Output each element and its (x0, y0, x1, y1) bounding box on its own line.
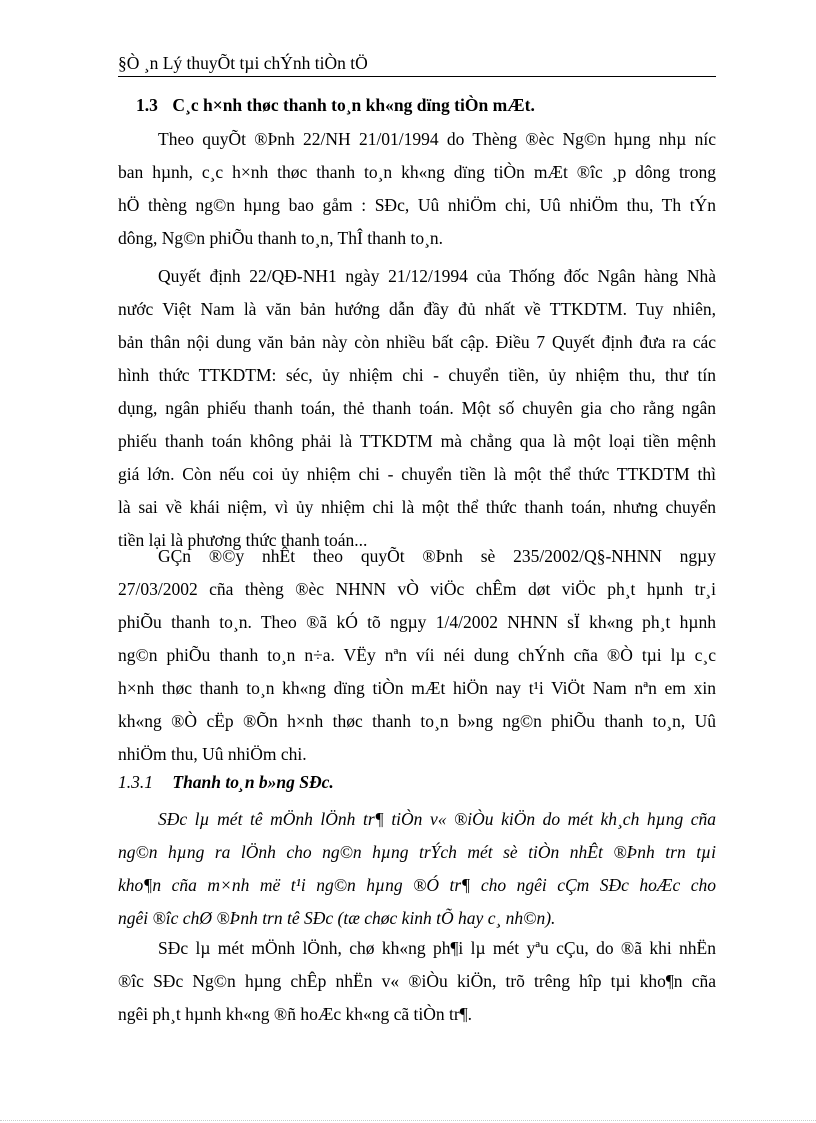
paragraph-line: nước Việt Nam là văn bản hướng dẫn đầy đủ nhất về TTKDTM. Tuy nhiên, (118, 299, 716, 319)
paragraph-line: 27/03/2002 cña thèng ®èc NHNN vÒ viÖc chÊm døt viÖc ph¸t hµnh tr¸i (118, 579, 716, 599)
section-title: C¸c h×nh thøc thanh to¸n kh«ng dïng tiÒn mÆt. (172, 95, 535, 115)
paragraph-line: phiếu thanh toán không phải là TTKDTM mà chẳng qua là một loại tiền mệnh (118, 431, 716, 451)
paragraph-line: h×nh thøc thanh to¸n kh«ng dïng tiÒn mÆt hiÖn nay t¹i ViÖt Nam nªn em xin (118, 678, 716, 698)
paragraph-3 (118, 540, 716, 771)
section-heading (136, 95, 535, 116)
paragraph-line: dông, Ng©n phiÕu thanh to¸n, ThÎ thanh to¸n. (118, 228, 444, 248)
paragraph-line: kh«ng ®Ò cËp ®Õn h×nh thøc thanh to¸n b»ng ng©n phiÕu thanh to¸n, Uû (118, 711, 716, 731)
paragraph-line: ngêi ®îc chØ ®Þnh trn tê SÐc (tæ chøc kinh tÕ hay c¸ nh©n). (118, 908, 556, 928)
paragraph-line: giá lớn. Còn nếu coi ủy nhiệm chi - chuyển tiền là một thể thức TTKDTM thì (118, 464, 716, 484)
paragraph-line: ngêi ph¸t hµnh kh«ng ®ñ hoÆc kh«ng cã tiÒn tr¶. (118, 1004, 473, 1024)
paragraph-line: là sai về khái niệm, vì ủy nhiệm chi là một thể thức thanh toán, nhưng chuyển (118, 497, 716, 517)
subsection-title: Thanh to¸n b»ng SÐc. (172, 772, 334, 792)
paragraph-2 (118, 260, 716, 557)
header-divider (118, 76, 716, 77)
paragraph-4 (118, 803, 716, 935)
paragraph-line: phiÕu thanh to¸n. Theo ®ã kÓ tõ ngµy 1/4/2002 NHNN sÏ kh«ng ph¸t hµnh (118, 612, 716, 632)
paragraph-line: hình thức TTKDTM: séc, ủy nhiệm chi - chuyển tiền, ủy nhiệm thu, thư tín (118, 365, 716, 385)
paragraph-line: SÐc lµ mét tê mÖnh lÖnh tr¶ tiÒn v« ®iÒu kiÖn do mét kh¸ch hµng cña (158, 809, 716, 829)
paragraph-line: kho¶n cña m×nh më t¹i ng©n hµng ®Ó tr¶ cho ngêi cÇm SÐc hoÆc cho (118, 875, 716, 895)
paragraph-line: hÖ thèng ng©n hµng bao gåm : SÐc, Uû nhiÖm chi, Uû nhiÖm thu, Th tÝn (118, 195, 716, 215)
paragraph-5 (118, 932, 716, 1031)
paragraph-line: tiền lại là phương thức thanh toán... (118, 530, 368, 550)
paragraph-line: ban hµnh, c¸c h×nh thøc thanh to¸n kh«ng dïng tiÒn mÆt ®îc ¸p dông trong (118, 162, 716, 182)
section-number: 1.3 (136, 95, 158, 115)
page-header: §Ò ¸n Lý thuyÕt tµi chÝnh tiÒn tÖ (118, 53, 368, 73)
paragraph-line: Theo quyÕt ®Þnh 22/NH 21/01/1994 do Thèng ®èc Ng©n hµng nhµ níc (158, 129, 716, 149)
paragraph-line: bản thân nội dung văn bản này còn nhiều bất cập. Điều 7 Quyết định đưa ra các (118, 332, 716, 352)
paragraph-line: ng©n hµng ra lÖnh cho ng©n hµng trÝch mét sè tiÒn nhÊt ®Þnh trn tµi (118, 842, 716, 862)
paragraph-line: ®îc SÐc Ng©n hµng chÊp nhËn v« ®iÒu kiÖn, trõ trêng hîp tµi kho¶n cña (118, 971, 716, 991)
paragraph-1 (118, 123, 716, 255)
page-bottom-edge (0, 1120, 816, 1121)
subsection-heading (118, 772, 334, 793)
paragraph-line: SÐc lµ mét mÖnh lÖnh, chø kh«ng ph¶i lµ mét yªu cÇu, do ®ã khi nhËn (158, 938, 716, 958)
paragraph-line: ng©n phiÕu thanh to¸n n÷a. VËy nªn víi néi dung chÝnh cña ®Ò tµi lµ c¸c (118, 645, 716, 665)
paragraph-line: Quyết định 22/QĐ-NH1 ngày 21/12/1994 của Thống đốc Ngân hàng Nhà (158, 266, 716, 286)
paragraph-line: dụng, ngân phiếu thanh toán, thẻ thanh toán. Một số chuyên gia cho rằng ngân (118, 398, 716, 418)
subsection-number: 1.3.1 (118, 772, 153, 792)
paragraph-line: nhiÖm thu, Uû nhiÖm chi. (118, 744, 307, 764)
paragraph-line: GÇn ®©y nhÊt theo quyÕt ®Þnh sè 235/2002/Q§-NHNN ngµy (158, 546, 716, 566)
